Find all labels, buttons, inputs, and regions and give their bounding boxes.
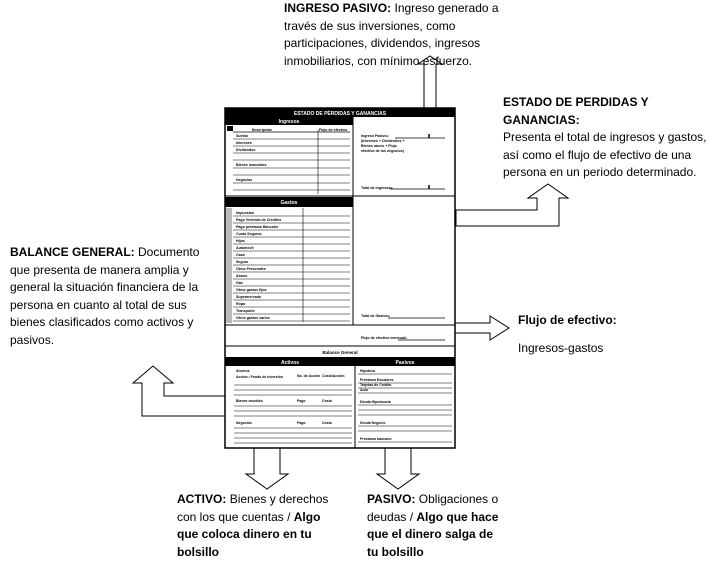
note-flujo-text: Ingresos-gastos [518,340,604,355]
note-activo [177,491,337,561]
flujo-mensual-label: Flujo de efectivo mensual= [361,336,408,340]
note-balance-title: BALANCE GENERAL: [10,245,135,259]
ingreso-row: Sueldo [236,134,248,138]
pasivos-header: Pasivos [395,360,415,366]
balance-header: Balance General [322,350,358,355]
note-pasivo-bold: Algo que hace que el dinero salga de tu bolsillo [367,509,499,559]
pasivo-summary-line: Bienes raíces + Flujo [361,144,397,148]
gasto-row: Otros gastos varios [236,316,270,320]
note-activo-title: ACTIVO: [177,492,227,506]
ingreso-row: Negocios [236,178,253,182]
activo-col: Pago [297,421,306,425]
arrow-down-pasivo [377,448,419,489]
ingresos-col-flujo: Flujo de efectivo [318,128,348,132]
pasivo-summary-line: (Intereses + Dividendos + [361,139,405,143]
pasivo-summary-line: Ingreso Pasivo= [361,134,389,138]
gasto-row: Impuestos [236,211,254,215]
note-estado-title: ESTADO DE PERDIDAS Y GANANCIAS: [503,95,649,127]
note-pasivo [367,491,507,561]
note-balance [10,244,210,350]
form-title: ESTADO DE PÉRDIDAS Y GANANCIAS [293,111,387,117]
total-gastos-label: Total de Gastos= [361,314,390,318]
total-ingresos-label: Total de ingresos= [361,186,393,190]
pasivo-label: Auto [360,388,368,392]
activo-col: Costo [322,421,332,425]
note-flujo [518,312,698,357]
activos-header: Activos [280,360,300,366]
gasto-row: Supermercado [236,295,262,299]
pasivo-label: Deuda Negocio [360,421,386,425]
pasivo-label: Deuda Hipotecaria [360,400,391,404]
gasto-row: Hijos [236,239,245,243]
gasto-row: Casa [236,253,245,257]
note-estado-text: Presenta el total de ingresos y gastos, así como el flujo de efectivo de una persona en un periodo determinado. [503,130,707,180]
ingreso-row: Dividendos [236,148,256,152]
gasto-row: Automóvil [236,246,254,250]
ingresos-col-desc: Descripción [251,128,273,132]
gastos-header: Gastos [280,200,298,206]
note-estado [503,94,710,182]
note-balance-text: Documento que presenta de manera amplia y general la situación financiera de la persona en cuanto al total de sus bienes clasificados como activos y pasivos. [10,245,200,347]
pasivo-label: Hipoteca [360,369,375,373]
activo-label: Bienes muebles [236,399,263,403]
note-flujo-title: Flujo de efectivo: [518,313,617,327]
arrow-down-activo [246,448,288,489]
activo-col: Costo/Acción [322,374,345,378]
financial-form [225,108,455,448]
gasto-row: Pago préstamo Bancario [236,225,279,229]
note-pasivo-text: Obligaciones o deudas / [367,492,499,524]
ingreso-row: Bienes inmuebles [236,163,267,167]
gasto-row: Otros Personales [236,267,266,271]
pasivo-label: Préstamo bancario [360,437,392,441]
arrow-balance [133,366,225,416]
activo-label: Negocios [236,421,252,425]
arrow-flujo [455,316,509,340]
gasto-row: Abono [236,274,248,278]
note-pasivo-title: PASIVO: [367,492,416,506]
pasivo-label: Tarjetas de Crédito [360,383,392,387]
gasto-row: Cuota Seguros [236,232,262,236]
gasto-row: Gas [236,281,243,285]
gasto-row: Otros gastos fijos [236,288,267,292]
pasivo-label: Préstamo Escolares [360,378,394,382]
activo-col: No. de Acción [297,374,321,378]
ingreso-row: Intereses [236,141,252,145]
activo-col: Pago [297,399,306,403]
ingresos-header: Ingresos [278,119,300,125]
gasto-row: Pago Vivienda de Créditos [236,218,282,222]
note-activo-text: Bienes y derechos con los que cuentas / [177,492,329,524]
note-ingreso-pasivo-text: Ingreso generado a través de sus inversiones, como participaciones, dividendos, ingresos inmobiliarios, con mínimo esfuerzo. [284,1,499,68]
arrow-estado [456,184,568,226]
pasivo-summary-line: efectivo de los negocios) [361,149,404,153]
activo-label: Ahorros [236,369,250,373]
activo-label: Acción / Fondo de inversión [236,375,283,379]
activo-col: Costo [322,399,332,403]
note-ingreso-pasivo-title: INGRESO PASIVO: [284,1,392,15]
note-ingreso-pasivo [284,0,534,70]
gasto-row: Seguro [236,260,249,264]
gasto-row: Transporte [236,309,255,313]
gasto-row: Ropa [236,302,245,306]
note-activo-bold: Algo que coloca dinero en tu bolsillo [177,509,321,559]
